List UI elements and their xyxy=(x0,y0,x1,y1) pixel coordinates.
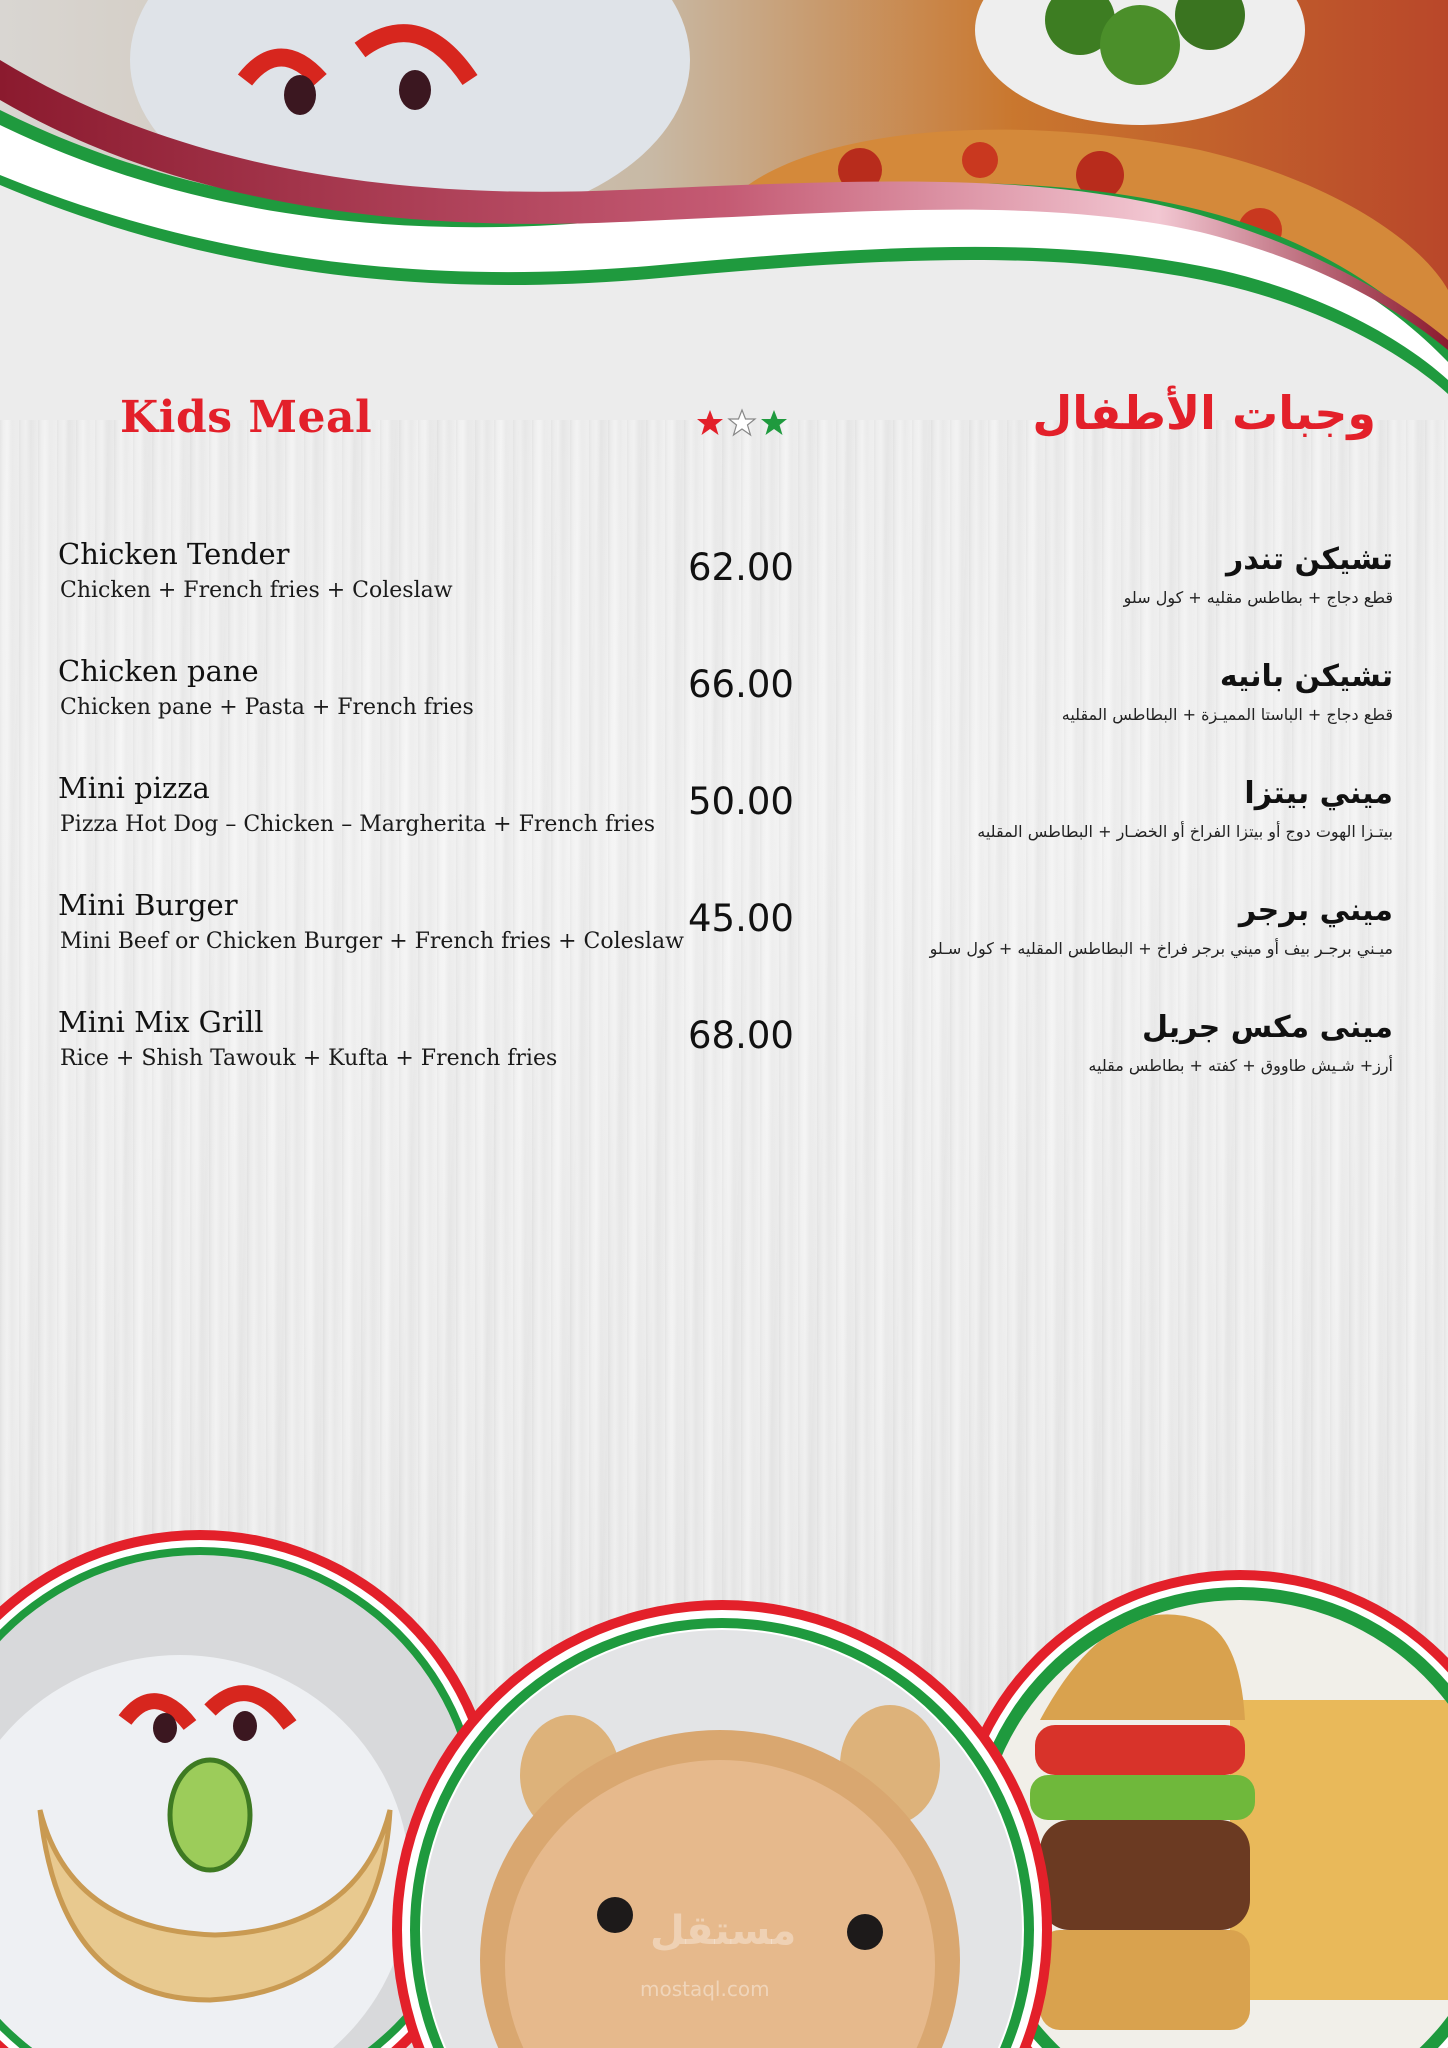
item-name-en: Mini Mix Grill xyxy=(58,1005,264,1039)
title-english: Kids Meal xyxy=(120,392,373,443)
item-desc-en: Chicken pane + Pasta + French fries xyxy=(60,695,474,720)
item-desc-ar: بيتـزا الهوت دوج أو بيتزا الفراخ أو الخضـار + البطاطس المقليه xyxy=(977,822,1393,841)
item-desc-ar: ميـني برجـر بيف أو ميني برجر فراخ + البطاطس المقليه + كول سـلو xyxy=(929,939,1393,958)
item-price: 45.00 xyxy=(688,897,794,940)
watermark-logo: مستقل xyxy=(650,1908,797,1954)
item-desc-ar: أرز+ شـيش طاووق + كفته + بطاطس مقليه xyxy=(1088,1056,1393,1075)
item-name-ar: ميني بيتزا xyxy=(1244,776,1393,811)
item-price: 68.00 xyxy=(688,1014,794,1057)
item-name-ar: تشيكن بانيه xyxy=(1219,659,1393,694)
title-arabic: وجبات الأطفال xyxy=(1032,386,1376,440)
item-price: 66.00 xyxy=(688,663,794,706)
item-name-ar: مينى مكس جريل xyxy=(1141,1010,1393,1045)
item-desc-en: Chicken + French fries + Coleslaw xyxy=(60,578,453,603)
item-name-ar: ميني برجر xyxy=(1238,893,1393,928)
item-name-en: Chicken pane xyxy=(58,654,259,688)
item-name-en: Mini Burger xyxy=(58,888,238,922)
item-desc-en: Rice + Shish Tawouk + Kufta + French fries xyxy=(60,1046,558,1071)
item-name-en: Chicken Tender xyxy=(58,537,290,571)
item-desc-en: Mini Beef or Chicken Burger + French fries + Coleslaw xyxy=(60,929,684,954)
item-price: 62.00 xyxy=(688,546,794,589)
item-desc-en: Pizza Hot Dog – Chicken – Margherita + French fries xyxy=(60,812,656,837)
item-desc-ar: قطع دجاج + بطاطس مقليه + كول سلو xyxy=(1123,588,1393,607)
item-desc-ar: قطع دجاج + الباستا المميـزة + البطاطس المقليه xyxy=(1061,705,1393,724)
watermark-url: mostaql.com xyxy=(640,1977,770,2001)
item-name-ar: تشيكن تندر xyxy=(1225,542,1393,577)
item-price: 50.00 xyxy=(688,780,794,823)
item-name-en: Mini pizza xyxy=(58,771,210,805)
